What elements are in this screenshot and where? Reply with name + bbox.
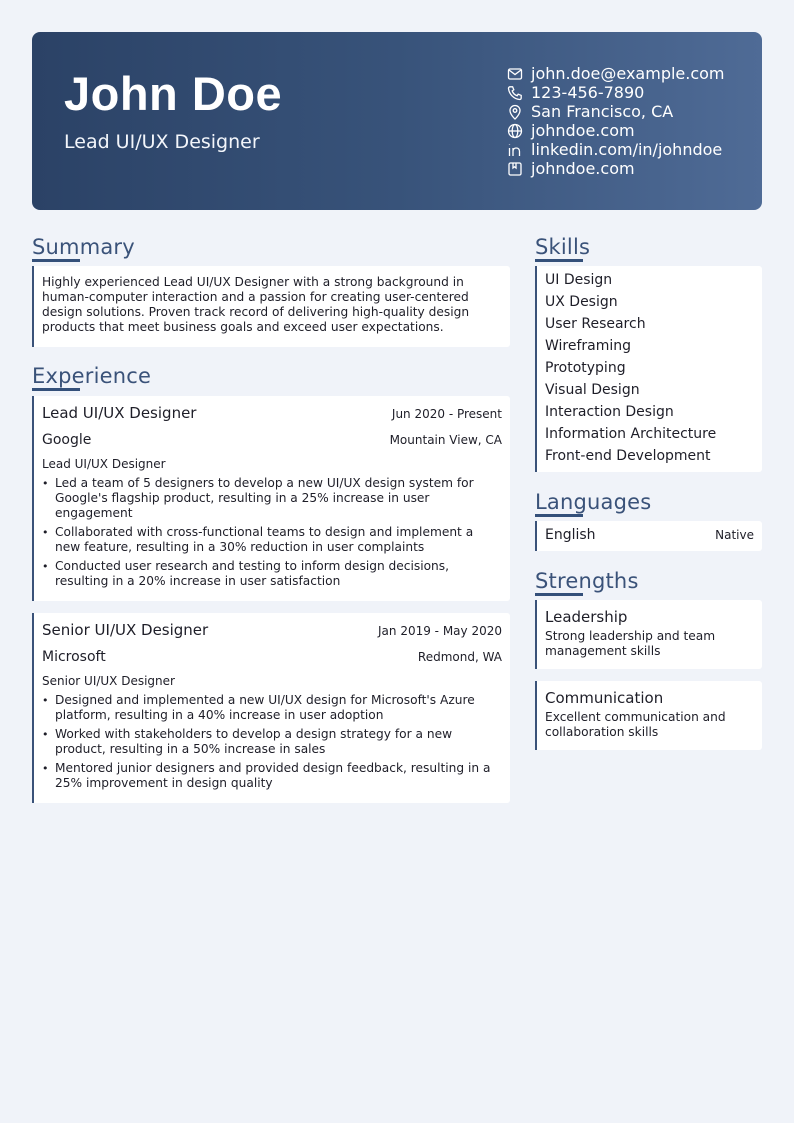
candidate-name: John Doe	[64, 67, 283, 120]
contact-location	[507, 102, 725, 121]
skill-item: UX Design	[545, 294, 618, 310]
experience-underline	[32, 388, 80, 391]
skill-item: Prototyping	[545, 360, 626, 376]
contact-email-text: john.doe@example.com	[531, 64, 725, 83]
contact-website-text: johndoe.com	[531, 121, 635, 140]
candidate-title: Lead UI/UX Designer	[64, 131, 260, 153]
job-bullet: • Collaborated with cross-functional teams to design and implement a new feature, resulting in a 30% reduction in user complaints	[42, 525, 498, 555]
skill-item: Information Architecture	[545, 426, 717, 442]
experience-heading: Experience	[32, 364, 152, 388]
contact-phone-text: 123-456-7890	[531, 83, 645, 102]
summary-text: Highly experienced Lead UI/UX Designer with a strong background in human-computer interaction and a passion for creating user-centered design solutions. Proven track record of delivering high-quality design products that meet business goals and exceed user expectations.	[42, 275, 470, 334]
strengths-underline	[535, 593, 583, 596]
language-row	[537, 521, 762, 549]
contact-portfolio[interactable]	[507, 159, 725, 178]
job-bullet: • Conducted user research and testing to inform design decisions, resulting in a 20% increase in user satisfaction	[42, 559, 498, 589]
strength-card-communication	[535, 681, 762, 750]
linkedin-icon	[507, 142, 523, 158]
languages-underline	[535, 514, 583, 517]
summary-card	[32, 266, 510, 347]
contact-location-text: San Francisco, CA	[531, 102, 674, 121]
contact-portfolio-text: johndoe.com	[531, 159, 635, 178]
skills-heading: Skills	[535, 235, 591, 259]
summary-heading: Summary	[32, 235, 135, 259]
contact-list	[507, 64, 725, 178]
skills-underline	[535, 259, 583, 262]
job-bullet: • Designed and implemented a new UI/UX design for Microsoft's Azure platform, resulting in a 40% increase in user adoption	[42, 693, 498, 723]
skills-card	[535, 266, 762, 472]
contact-linkedin[interactable]	[507, 140, 725, 159]
job-location: Mountain View, CA	[389, 433, 502, 447]
job-dates: Jun 2020 - Present	[391, 407, 502, 421]
languages-heading: Languages	[535, 490, 652, 514]
globe-icon	[507, 123, 523, 139]
job-role: Senior UI/UX Designer	[42, 674, 175, 688]
languages-card	[535, 521, 762, 551]
job-bullet: • Mentored junior designers and provided design feedback, resulting in a 25% improvement in design quality	[42, 761, 498, 791]
location-pin-icon	[507, 104, 523, 120]
resume-header	[32, 32, 762, 210]
language-level: Native	[715, 528, 754, 542]
job-title: Lead UI/UX Designer	[42, 404, 197, 422]
job-bullets	[42, 476, 498, 593]
job-card-microsoft	[32, 613, 510, 803]
skill-item: Interaction Design	[545, 404, 674, 420]
strengths-heading: Strengths	[535, 569, 639, 593]
contact-linkedin-text: linkedin.com/in/johndoe	[531, 140, 723, 159]
contact-website[interactable]	[507, 121, 725, 140]
language-name: English	[545, 527, 596, 543]
job-dates: Jan 2019 - May 2020	[378, 624, 502, 638]
skill-item: Visual Design	[545, 382, 640, 398]
phone-icon	[507, 85, 523, 101]
contact-email[interactable]	[507, 64, 725, 83]
skill-item: Wireframing	[545, 338, 632, 354]
job-bullets	[42, 693, 498, 795]
strength-title: Leadership	[545, 608, 628, 626]
mail-icon	[507, 66, 523, 82]
job-company-row	[42, 432, 502, 448]
job-company: Microsoft	[42, 649, 106, 665]
strength-description: Strong leadership and team management skills	[545, 629, 716, 658]
strength-title: Communication	[545, 689, 664, 707]
job-role: Lead UI/UX Designer	[42, 457, 166, 471]
job-header-row	[42, 404, 502, 422]
job-location: Redmond, WA	[417, 650, 502, 664]
summary-underline	[32, 259, 80, 262]
strength-card-leadership	[535, 600, 762, 669]
skill-item: UI Design	[545, 272, 613, 288]
job-company-row	[42, 649, 502, 665]
strength-description: Excellent communication and collaboration skills	[545, 710, 726, 739]
job-bullet: • Led a team of 5 designers to develop a new UI/UX design system for Google's flagship product, resulting in a 25% increase in user engagement	[42, 476, 498, 521]
job-bullet: • Worked with stakeholders to develop a design strategy for a new product, resulting in a 50% increase in sales	[42, 727, 498, 757]
job-header-row	[42, 621, 502, 639]
portfolio-icon	[507, 161, 523, 177]
job-card-google	[32, 396, 510, 601]
job-company: Google	[42, 432, 92, 448]
job-title: Senior UI/UX Designer	[42, 621, 209, 639]
contact-phone[interactable]	[507, 83, 725, 102]
skill-item: Front-end Development	[545, 448, 711, 464]
skill-item: User Research	[545, 316, 646, 332]
